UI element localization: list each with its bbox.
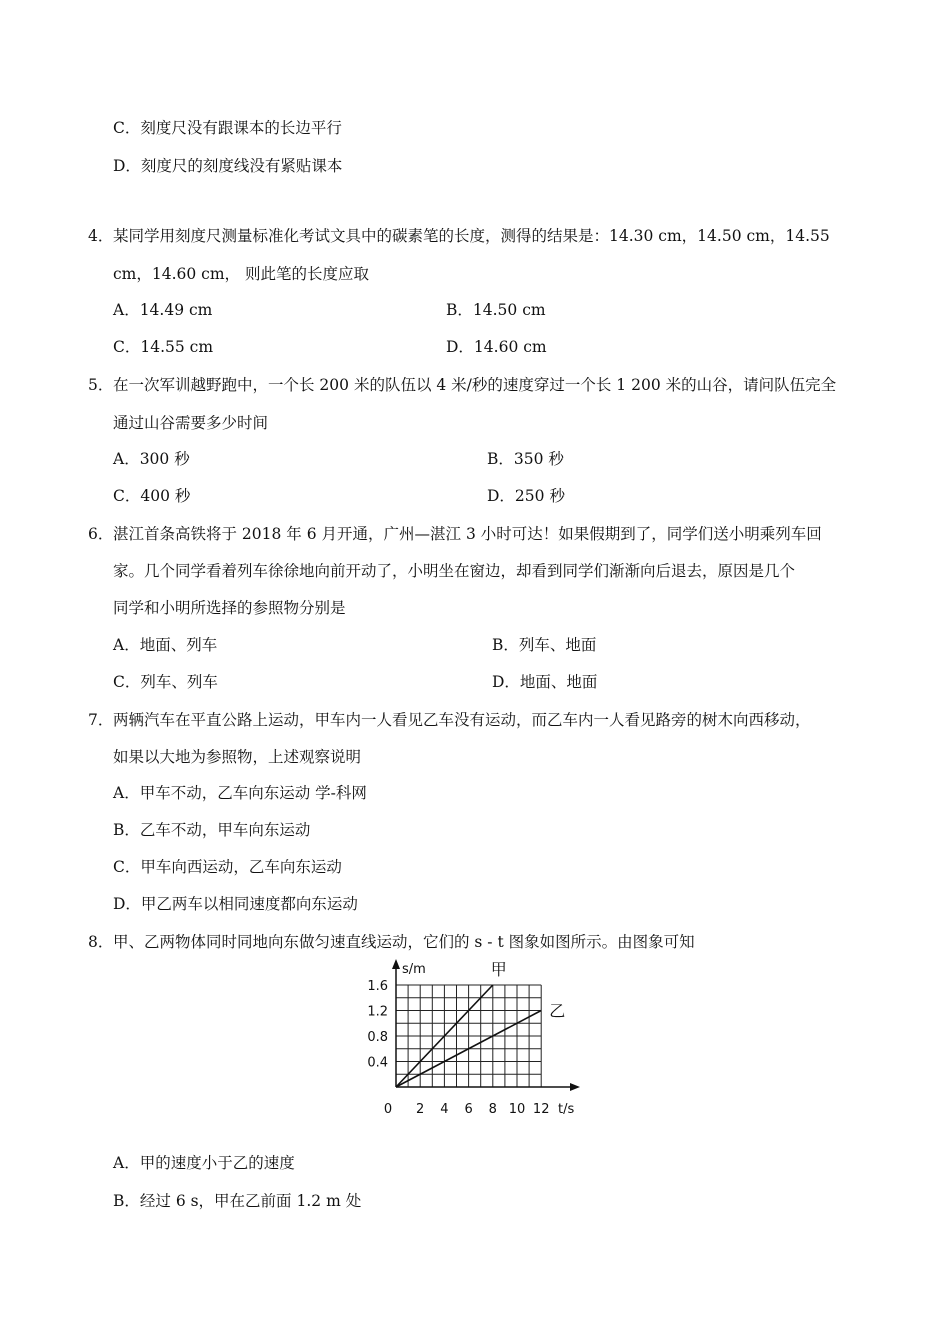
y-tick-label: 0.4 [367,1055,388,1071]
q7-stem-line2: 如果以大地为参照物，上述观察说明 [113,748,362,766]
q4-stem-line2: cm，14.60 cm， 则此笔的长度应取 [113,265,369,283]
q7-number: 7． [88,711,114,729]
q5-option-b: B．350 秒 [487,450,564,468]
q5-option-a: A．300 秒 [113,450,190,468]
series-label-jia: 甲 [490,960,507,979]
q6-number: 6． [88,525,114,543]
x-tick-label: 4 [440,1102,449,1117]
q7-option-a: A．甲车不动，乙车向东运动 学-科网 [113,784,367,802]
q5-stem-line1: 在一次军训越野跑中，一个长 200 米的队伍以 4 米/秒的速度穿过一个长 1 200 米的山谷，请问队伍完全 [113,376,837,394]
y-tick-label: 1.6 [367,979,388,994]
q8-stem-line1: 甲、乙两物体同时同地向东做匀速直线运动，它们的 s - t 图象如图所示。由图象可知 [113,933,695,951]
x-tick-label: 12 [532,1102,550,1117]
q3-option-d: D．刻度尺的刻度线没有紧贴课本 [113,157,343,175]
q6-option-b: B．列车、地面 [492,636,597,654]
x-axis-label: t/s [558,1102,575,1117]
q6-option-a: A．地面、列车 [113,636,218,654]
x-tick-label: 10 [508,1102,526,1117]
q4-option-c: C．14.55 cm [113,338,214,356]
q8-option-a: A．甲的速度小于乙的速度 [113,1154,295,1172]
x-tick-label: 8 [488,1102,497,1117]
series-label-yi: 乙 [549,1001,566,1021]
q7-option-b: B．乙车不动，甲车向东运动 [113,821,311,839]
x-tick-label: 2 [416,1102,425,1117]
y-axis-arrow [392,959,400,969]
q7-option-d: D．甲乙两车以相同速度都向东运动 [113,895,358,913]
q4-stem-line1: 某同学用刻度尺测量标准化考试文具中的碳素笔的长度，测得的结果是：14.30 cm，14.50 cm，14.55 [113,227,830,245]
q8-number: 8． [88,933,114,951]
q5-number: 5． [88,376,114,394]
q5-option-c: C．400 秒 [113,487,191,505]
q4-number: 4． [88,227,114,245]
q6-option-c: C．列车、列车 [113,673,218,691]
q4-option-a: A．14.49 cm [113,301,213,319]
q8-option-b: B．经过 6 s，甲在乙前面 1.2 m 处 [113,1192,362,1210]
q7-stem-line1: 两辆汽车在平直公路上运动，甲车内一人看见乙车没有运动，而乙车内一人看见路旁的树木向西移动， [113,711,811,729]
q4-option-d: D．14.60 cm [446,338,547,356]
q5-option-d: D．250 秒 [487,487,565,505]
x-tick-label: 0 [383,1102,393,1117]
s-t-graph [358,955,588,1120]
y-axis-label: s/m [402,962,426,977]
y-tick-label: 0.8 [367,1030,388,1045]
q6-stem-line1: 湛江首条高铁将于 2018 年 6 月开通，广州—湛江 3 小时可达！如果假期到了，同学们送小明乘列车回 [113,525,822,543]
y-tick-label: 1.2 [367,1004,388,1020]
x-tick-label: 6 [464,1102,473,1117]
q7-option-c: C．甲车向西运动，乙车向东运动 [113,858,342,876]
q6-stem-line2: 家。几个同学看着列车徐徐地向前开动了，小明坐在窗边，却看到同学们渐渐向后退去，原因是几个 [113,562,796,580]
x-axis-arrow [570,1083,580,1091]
q6-option-d: D．地面、地面 [492,673,598,691]
q3-option-c: C．刻度尺没有跟课本的长边平行 [113,119,342,137]
q6-stem-line3: 同学和小明所选择的参照物分别是 [113,599,346,617]
q5-stem-line2: 通过山谷需要多少时间 [113,414,269,432]
q4-option-b: B．14.50 cm [446,301,546,319]
